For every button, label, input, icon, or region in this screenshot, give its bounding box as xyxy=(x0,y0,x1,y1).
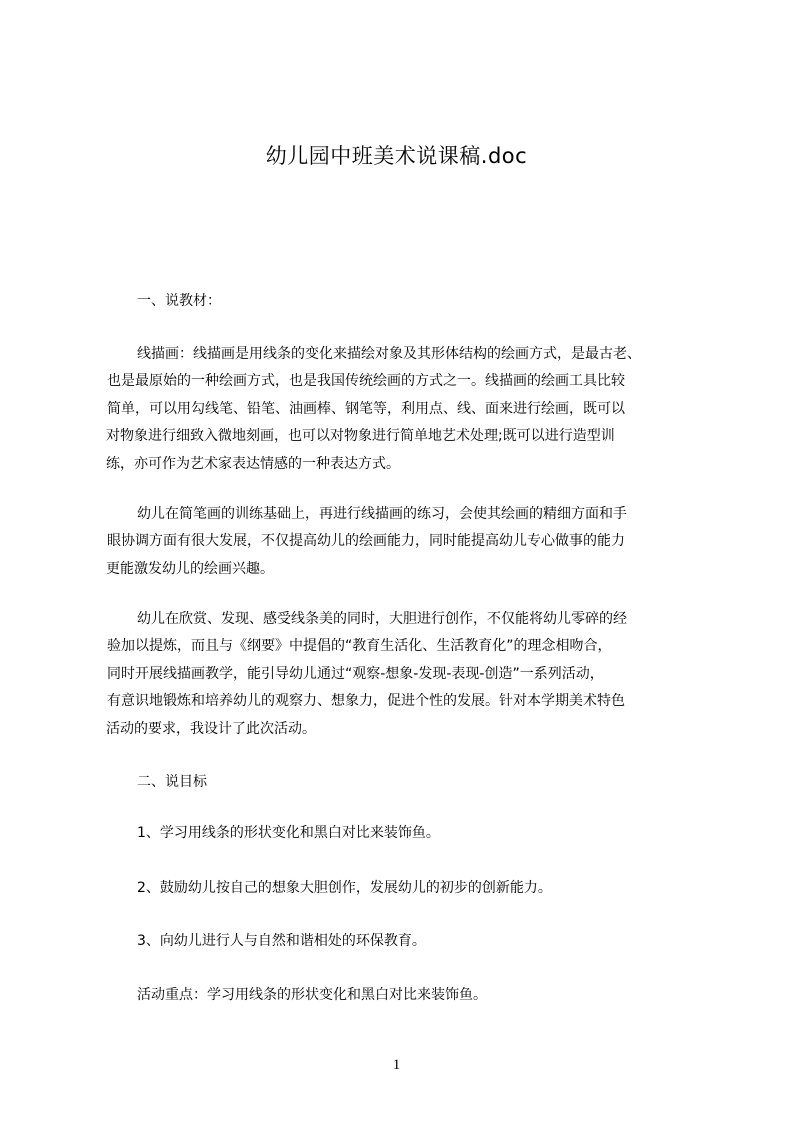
paragraph-stick-drawing-basis xyxy=(106,501,706,583)
paragraph-line: 练，亦可作为艺术家表达情感的一种表达方式。 xyxy=(106,455,400,472)
paragraph-line: 幼儿在简笔画的训练基础上，再进行线描画的练习，会使其绘画的精细方面和手 xyxy=(137,506,627,522)
paragraph-line: 更能激发幼儿的绘画兴趣。 xyxy=(106,560,274,577)
goal-item: 1、学习用线条的形状变化和黑白对比来装饰鱼。 xyxy=(137,825,440,841)
paragraph-line: 活动的要求，我设计了此次活动。 xyxy=(106,720,316,737)
paragraph-line: 验加以提炼，而且与《纲要》中提倡的“教育生活化、生活教育化”的理念相吻合， xyxy=(107,638,612,655)
goal-item: 3、向幼儿进行人与自然和谐相处的环保教育。 xyxy=(137,933,426,949)
paragraph-line: 有意识地锻炼和培养幼儿的观察力、想象力，促进个性的发展。针对本学期美术特色 xyxy=(107,693,625,710)
paragraph-line: 线描画：线描画是用线条的变化来描绘对象及其形体结构的绘画方式，是最古老、 xyxy=(137,346,641,362)
page-number: 1 xyxy=(392,1057,401,1073)
section-heading-goals: 二、说目标 xyxy=(137,774,207,790)
activity-key-point: 活动重点：学习用线条的形状变化和黑白对比来装饰鱼。 xyxy=(137,987,487,1003)
paragraph-line: 对物象进行细致入微地刻画，也可以对物象进行简单地艺术处理;既可以进行造型训 xyxy=(106,428,615,445)
paragraph-appreciation-creation xyxy=(106,606,706,743)
paragraph-line-drawing-intro xyxy=(106,341,706,478)
document-title: 幼儿园中班美术说课稿.doc xyxy=(265,144,528,168)
goal-item: 2、鼓励幼儿按自己的想象大胆创作，发展幼儿的初步的创新能力。 xyxy=(137,880,552,896)
section-heading-teaching-material: 一、说教材： xyxy=(137,293,221,309)
paragraph-line: 幼儿在欣赏、发现、感受线条美的同时，大胆进行创作，不仅能将幼儿零碎的经 xyxy=(137,611,627,627)
paragraph-line: 眼协调方面有很大发展，不仅提高幼儿的绘画能力，同时能提高幼儿专心做事的能力 xyxy=(107,533,625,550)
paragraph-line: 简单，可以用勾线笔、铅笔、油画棒、钢笔等，利用点、线、面来进行绘画，既可以 xyxy=(107,400,625,417)
paragraph-line: 也是最原始的一种绘画方式，也是我国传统绘画的方式之一。线描画的绘画工具比较 xyxy=(107,373,625,390)
paragraph-line: 同时开展线描画教学，能引导幼儿通过“观察-想象-发现-表现-创造”一系列活动， xyxy=(107,665,604,682)
